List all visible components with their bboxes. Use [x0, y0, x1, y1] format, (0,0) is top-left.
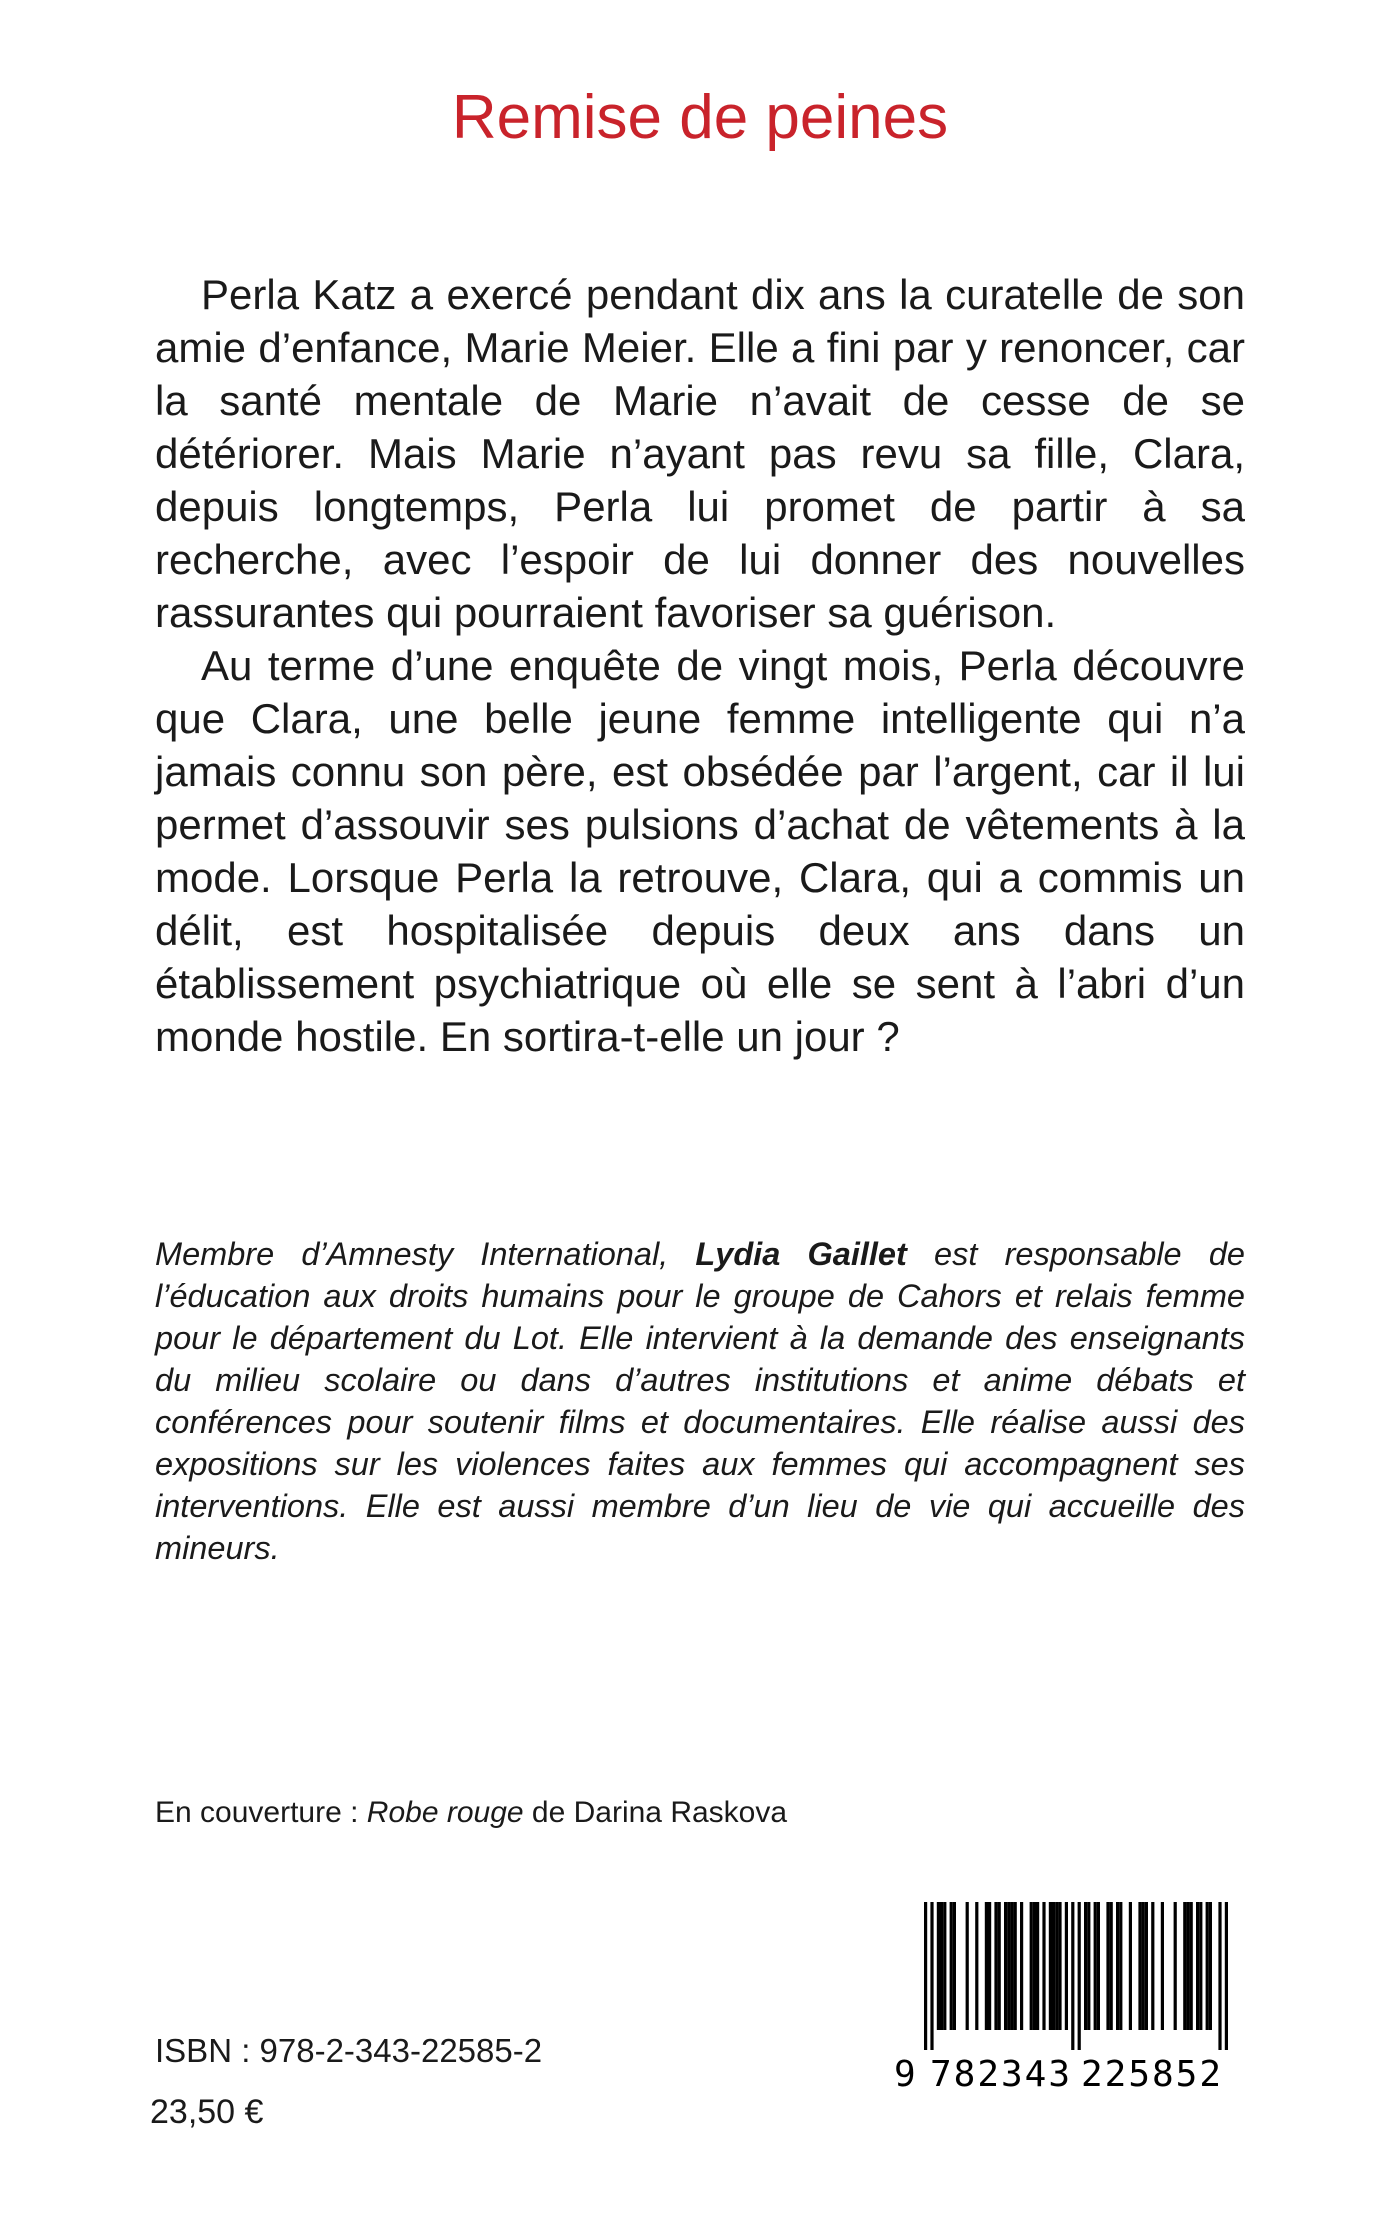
isbn: ISBN : 978-2-343-22585-2	[155, 2032, 543, 2069]
barcode-digits-right: 225852	[1080, 2054, 1224, 2095]
barcode	[888, 1902, 1236, 2098]
cover-artwork-title: Robe rouge	[366, 1796, 524, 1829]
barcode-svg	[888, 1902, 1236, 2098]
author-bio	[155, 1233, 1245, 1569]
synopsis-paragraph-2: Au terme d’une enquête de vingt mois, Perla découvre que Clara, une belle jeune femme intelligente qui n’a jamais connu son père, est obsédée par l’argent, car il lui permet d’assouvir ses pulsions d’achat de vêtements à la mode. Lorsque Perla la retrouve, Clara, qui a commis un délit, est hospitalisée depuis deux ans dans un établissement psychiatrique où elle se sent à l’abri d’un monde hostile. En sortira-t-elle un jour ?	[155, 642, 1245, 1061]
synopsis	[155, 268, 1245, 1063]
price: 23,50 €	[150, 2093, 264, 2131]
cover-credit	[155, 1795, 787, 1831]
synopsis-paragraph-1: Perla Katz a exercé pendant dix ans la curatelle de son amie d’enfance, Marie Meier. Elle a fini par y renoncer, car la santé mentale de Marie n’avait de cesse de se détériorer. Mais Marie n’ayant pas revu sa fille, Clara, depuis longtemps, Perla lui promet de partir à sa recherche, avec l’espoir de lui donner des nouvelles rassurantes qui pourraient favoriser sa guérison.	[155, 271, 1245, 637]
cover-credit-prefix: En couverture :	[155, 1796, 367, 1829]
author-bio-before: Membre d’Amnesty International,	[155, 1236, 696, 1273]
barcode-digits-left: 782343	[929, 2054, 1073, 2095]
barcode-digit-leading: 9	[894, 2054, 918, 2095]
author-name: Lydia Gaillet	[695, 1236, 907, 1273]
author-bio-after: est responsable de l’éducation aux droits humains pour le groupe de Cahors et relais femme pour le département du Lot. Elle intervient à la demande des enseignants du milieu scolaire ou dans d’autres institutions et anime débats et conférences pour soutenir films et documentaires. Elle réalise aussi des expositions sur les violences faites aux femmes qui accompagnent ses interventions. Elle est aussi membre d’un lieu de vie qui accueille des mineurs.	[155, 1236, 1245, 1567]
cover-credit-suffix: de Darina Raskova	[523, 1796, 788, 1829]
book-title: Remise de peines	[451, 83, 949, 152]
